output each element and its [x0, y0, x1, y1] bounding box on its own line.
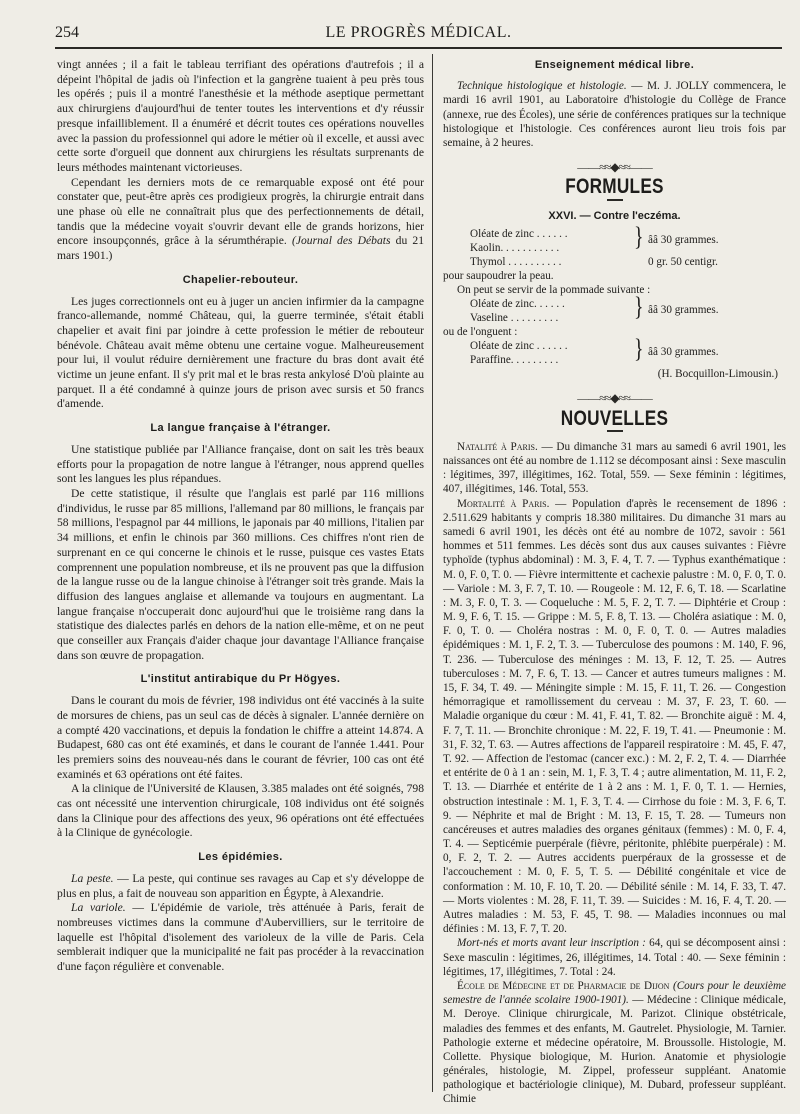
variole-text: — L'épidémie de variole, très atténuée à Paris, ferait de nombreuses victimes dans la commune d'Aubervilliers, sur le territoire de laquelle est l'hôpital d'isolement des varioleux de la ville de Paris. Cela semblerait indiquer que la municipalité ne fait pas procéder à la revaccination d'une façon régulière et convenable.	[57, 901, 424, 974]
ingredient: Oléate de zinc. . . . . .	[470, 298, 565, 311]
journal-title: LE PROGRÈS MÉDICAL.	[325, 24, 512, 41]
formula-line	[443, 255, 786, 269]
formules-rule	[607, 199, 623, 201]
peste-label: La peste.	[71, 871, 114, 885]
ingredient: Oléate de zinc . . . . . .	[470, 340, 568, 353]
mortnes-label: Mort-nés et morts avant leur inscription :	[457, 937, 646, 950]
chapelier-paragraph: Les juges correctionnels ont eu à juger un ancien infirmier da la campagne franco-allemande, nommé Château, qui, la guerre terminée, s'était établi chapelier et avait fini par joindre à cette profession le métier de rebouteur bénévole. Château avait même obtenu une certaine vogue. Malheureusement pour lui, il voulut réduire dernièrement une fracture du bras dont avait été victime un jeune enfant. Il s'y prit mal et le bras resta ankylosé D'où plainte au parquet. Il a été condamné à quinze jours de prison avec sursis et 50 francs d'amende.	[57, 294, 424, 411]
formules-heading: FORMULES	[565, 175, 664, 199]
source-date: du 21 mars 1901.)	[57, 234, 424, 263]
ingredient: Vaseline . . . . . . . . .	[470, 312, 559, 325]
formula-line	[443, 241, 786, 255]
formula-note: pour saupoudrer la peau.	[443, 269, 554, 282]
peste-text: — La peste, qui continue ses ravages au Cap et s'y développe de plus en plus, a fait de nouveau son apparition en Égypte, à Alexandrie.	[57, 871, 424, 900]
ingredient: Kaolin. . . . . . . . . . .	[470, 241, 560, 254]
mortalite-label: Mortalité à Paris.	[457, 497, 550, 510]
intro-paragraph-2-text: Cependant les derniers mots de ce remarquable exposé ont été pour constater que, peut-être après ces prodigieux progrès, la chirurgie entrait dans une phase où elle ne connaîtrait plus que des perfectionnements de détail, tandis que la médecine voyait s'ouvrir devant elle de grands horizons, hier encore insoupçonnés, grâce à la sérumthérapie.	[57, 175, 424, 248]
section-title-chapelier: Chapelier-rebouteur.	[182, 273, 299, 286]
section-title-langue: La langue française à l'étranger.	[150, 422, 331, 435]
ornament-divider-2: ——≈≈◆≈≈——	[577, 391, 652, 406]
enseignement-paragraph	[443, 79, 786, 150]
institut-paragraph-2: A la clinique de l'Université de Klausen, 3.385 malades ont été soignés, 798 cas ont nécessité une intervention chirurgicale, 108 individus ont été soignés dans la Clinique pour des affections des yeux, 96 opérations ont été effectuées à la Clinique de gynécologie.	[57, 782, 424, 840]
ingredient: Oléate de zinc . . . . . .	[470, 227, 568, 240]
dose: 0 gr. 50 centigr.	[648, 255, 718, 268]
natalite-paragraph	[443, 440, 786, 497]
page-number: 254	[55, 24, 79, 41]
dose: ââ 30 grammes.	[648, 304, 719, 317]
dijon-text: — Médecine : Clinique médicale, M. Deroye. Clinique chirurgicale, M. Parizot. Clinique obstétricale, maladies des femmes et des enfants, M. Gautrelet. Physiologie, M. Tarnier. Pathologie externe et médecine opératoire, M. Broussolle. Histologie, M. Collette. Physique biologique, M. Hurion. Anatomie et physiologie générales, histologie, M. Zippel, professeur suppléant. Anatomie pathologique et bactériologie clinique), M. Dubard, professeur suppléant. Chimie	[443, 994, 786, 1106]
section-title-enseignement: Enseignement médical libre.	[534, 59, 695, 71]
variole-label: La variole.	[71, 901, 126, 915]
ingredient: Paraffine. . . . . . . . .	[470, 354, 559, 367]
dose: ââ 30 grammes.	[648, 233, 719, 246]
enseignement-label: Technique histologique et histologie.	[457, 80, 627, 93]
peste-paragraph	[57, 872, 424, 901]
mortnes-paragraph	[443, 936, 786, 979]
brace-glyph: }	[634, 222, 644, 251]
variole-paragraph	[57, 901, 424, 975]
section-title-institut: L'institut antirabique du Pr Högyes.	[140, 673, 341, 686]
dose: ââ 30 grammes.	[648, 346, 719, 359]
nouvelles-rule	[607, 430, 623, 432]
mortalite-text: — Population d'après le recensement de 1896 : 2.511.629 habitants y compris 18.380 militaires. Du dimanche 31 mars au samedi 6 avril 1901, les décès ont été au nombre de 1072, savoir : 561 hommes et 511 femmes. Les décès sont dus aux causes suivantes : Fièvre typhoïde (typhus abdominal) : M. 3, F. 4, T. 7. — Typhus exanthématique : M. 0, F. 0, T. 0. — Fièvre intermittente et cachexie palustre : M. 0, F. 0, T. 0. — Variole : M. 3, F. 7, T. 10. — Rougeole : M. 12, F. 6, T. 18. — Scarlatine : M. 3, F. 0, T. 3. — Coqueluche : M. 5, F. 2, T. 7. — Diphtérie et Croup : M. 9, F. 6, T. 15. — Grippe : M. 5, F. 8, T. 13. — Choléra asiatique : M. 0, F. 0, T. 0. — Choléra nostras : M. 0, F. 0, T. 0. — Autres maladies épidémiques : M. 1, F. 2, T. 3. — Tuberculose des poumons : M. 140, F. 96, T. 236. — Tuberculose des méninges : M. 13, F. 12, T. 25. — Autres tuberculoses : M. 7, F. 6, T. 13. — Cancer et autres tumeurs malignes : M. 15, F. 34, T. 49. — Méningite simple : M. 15, F. 11, T. 26. — Congestion hémorragique et ramollissement du cerveau : M. 37, F. 23, T. 60. — Maladie organique du cœur : M. 41, F. 41, T. 82. — Bronchite aiguë : M. 4, F. 7, T. 11. — Bronchite chronique : M. 22, F. 19, T. 41. — Pneumonie : M. 31, F. 32, T. 63. — Autres affections de l'appareil respiratoire : M. 45, F. 47, T. 92. — Affection de l'estomac (cancer exc.) : M. 2, F. 2, T. 4. — Diarrhée et entérite de 0 à 1 an : sein, M. 1, F. 3, T. 4 ; autre alimentation, M. 11, F. 2, T. 13. — Diarrhée et entérite de 1 à 2 ans : M. 1, F. 0, T. 1. — Hernies, obstruction intestinale : M. 1, F. 3, T. 4. — Cirrhose du foie : M. 3, F. 6, T. 9. — Néphrite et mal de Bright : M. 13, F. 15, T. 28. — Tumeurs non cancéreuses et autres maladies des organes génitaux (femmes) : M. 0, F. 4, T. 4. — Septicémie puerpérale (fièvre, péritonite, phlébite puerpérale) : M. 0, F. 2, T. 2. — Autres accidents puerpéraux de la grossesse et de l'accouchement : M. 0, F. 5, T. 5. — Débilité congénitale et vice de conformation : M. 10, F. 10, T. 20. — Débilité sénile : M. 14, F. 33, T. 47. — Morts violentes : M. 28, F. 11, T. 39. — Suicides : M. 16, F. 4, T. 20. — Autres maladies : M. 53, F. 45, T. 98. — Maladies inconnues ou mal définies : M. 13, F. 7, T. 20.	[443, 497, 787, 936]
langue-paragraph-2: De cette statistique, il résulte que l'anglais est parlé par 116 millions d'individus, le russe par 85 millions, l'allemand par 80 millions, le français par 58 millions, l'espagnol par 44 millions, le japonais par 40 millions, l'italien par 34 millions, et enfin le chinois par 360 millions. Ces chiffres n'ont rien de surprenant en ce qui concerne le chinois et le russe, puisque ces vastes Etats comprennent une population nombreuse, et ils ne prouvent pas que la diffusion de la langue russe ou de la langue chinoise à l'étranger soit très grande. Mais la diffusion des langues anglaise et allemande va toujours en augmentant. La langue française n'occuperait donc aujourd'hui que le troisième rang dans la statistique des dialectes parlés en dehors de la nation elle-même, et on ne peut que conseiller aux Français d'aider chaque jour davantage l'Alliance française dans son œuvre de propagation.	[57, 486, 424, 662]
column-divider	[432, 54, 433, 1092]
formule-title: XXVI. — Contre l'eczéma.	[548, 209, 681, 222]
source-citation: (Journal des Débats	[291, 234, 391, 248]
right-column	[443, 58, 786, 1107]
formula-signature: (H. Bocquillon-Limousin.)	[657, 368, 778, 381]
section-title-epidemies: Les épidémies.	[198, 851, 283, 864]
intro-paragraph-1: vingt années ; il a fait le tableau terrifiant des opérations d'autrefois ; il a dépeint l'hôpital de jadis où l'infection et la gangrène tuaient à peu près tous les opérés ; puis il a montré l'anesthésie et la méthode aseptique permettant aux chirurgiens d'aujourd'hui de tenter toutes les interventions et d'y réussir presque infailliblement. Il a énuméré et décrit toutes ces opérations nouvelles avec la passion du professionnel qui adore le métier où il excelle, et aussi avec cette sorte d'orgueil que donnent aux chirurgiens les résultats surprenants de leurs méthodes maintenant victorieuses.	[57, 58, 424, 174]
dijon-paragraph	[443, 979, 786, 1107]
natalite-label: Natalité à Paris.	[457, 440, 538, 453]
brace-glyph: }	[634, 334, 644, 364]
institut-paragraph-1: Dans le courant du mois de février, 198 individus ont été vaccinés à la suite de morsures de chiens, pas un seul cas de décès à signaler. L'année dernière on a compté 420 vaccinations, et depuis la fondation le chiffre a atteint 14.874. A Budapest, 680 cas ont été examinés, et dans le courant de l'année 1.441. Pour les premiers soins des nouveau-nés dans le courant de février, 100 cas ont été examinés et 63 opérations ont été faites.	[57, 694, 424, 781]
formula-line	[443, 353, 786, 367]
running-head	[55, 22, 782, 46]
ornament-divider-1: ——≈≈◆≈≈——	[577, 160, 652, 175]
intro-paragraph-2	[57, 176, 424, 264]
natalite-text: — Du dimanche 31 mars au samedi 6 avril 1901, les naissances ont été au nombre de 1.112 se décomposant ainsi : Sexe masculin : légitimes, 397, illégitimes, 162. Total, 559. — Sexe féminin : légitimes, 407, illégitimes, 146. Total, 553.	[443, 440, 786, 496]
dijon-italic: (Cours pour le deuxième semestre de l'année scolaire 1900-1901).	[443, 979, 787, 1007]
mortalite-paragraph	[443, 497, 786, 937]
header-rule	[55, 47, 782, 49]
enseignement-text: — M. J. JOLLY commencera, le mardi 16 avril 1901, au Laboratoire d'histologie du Collège de France (annexe, rue des Écoles), une série de conférences pratiques sur la technique histologique et l'histologie. Ces conférences auront lieu trois fois par semaine, à 2 heures.	[443, 80, 787, 149]
formula-line	[443, 311, 786, 325]
dijon-label: École de Médecine et de Pharmacie de Dijon	[457, 979, 670, 992]
ingredient: Thymol . . . . . . . . . .	[470, 255, 562, 268]
brace-glyph: }	[634, 292, 644, 322]
langue-paragraph-1: Une statistique publiée par l'Alliance française, dont on sait les très beaux efforts pour la propagation de notre langue à l'étranger, nous apprend quelles sont les langues les plus répandues.	[57, 442, 424, 486]
formula-intro: ou de l'onguent :	[443, 326, 518, 339]
mortnes-text: 64, qui se décomposent ainsi : Sexe masculin : légitimes, 26, illégitimes, 14. Total : 40. — Sexe féminin : légitimes, 17, illégitimes, 7. Total : 24.	[443, 937, 786, 978]
left-column	[57, 58, 424, 975]
nouvelles-heading: NOUVELLES	[560, 406, 669, 430]
formula-intro: On peut se servir de la pommade suivante :	[457, 283, 651, 296]
